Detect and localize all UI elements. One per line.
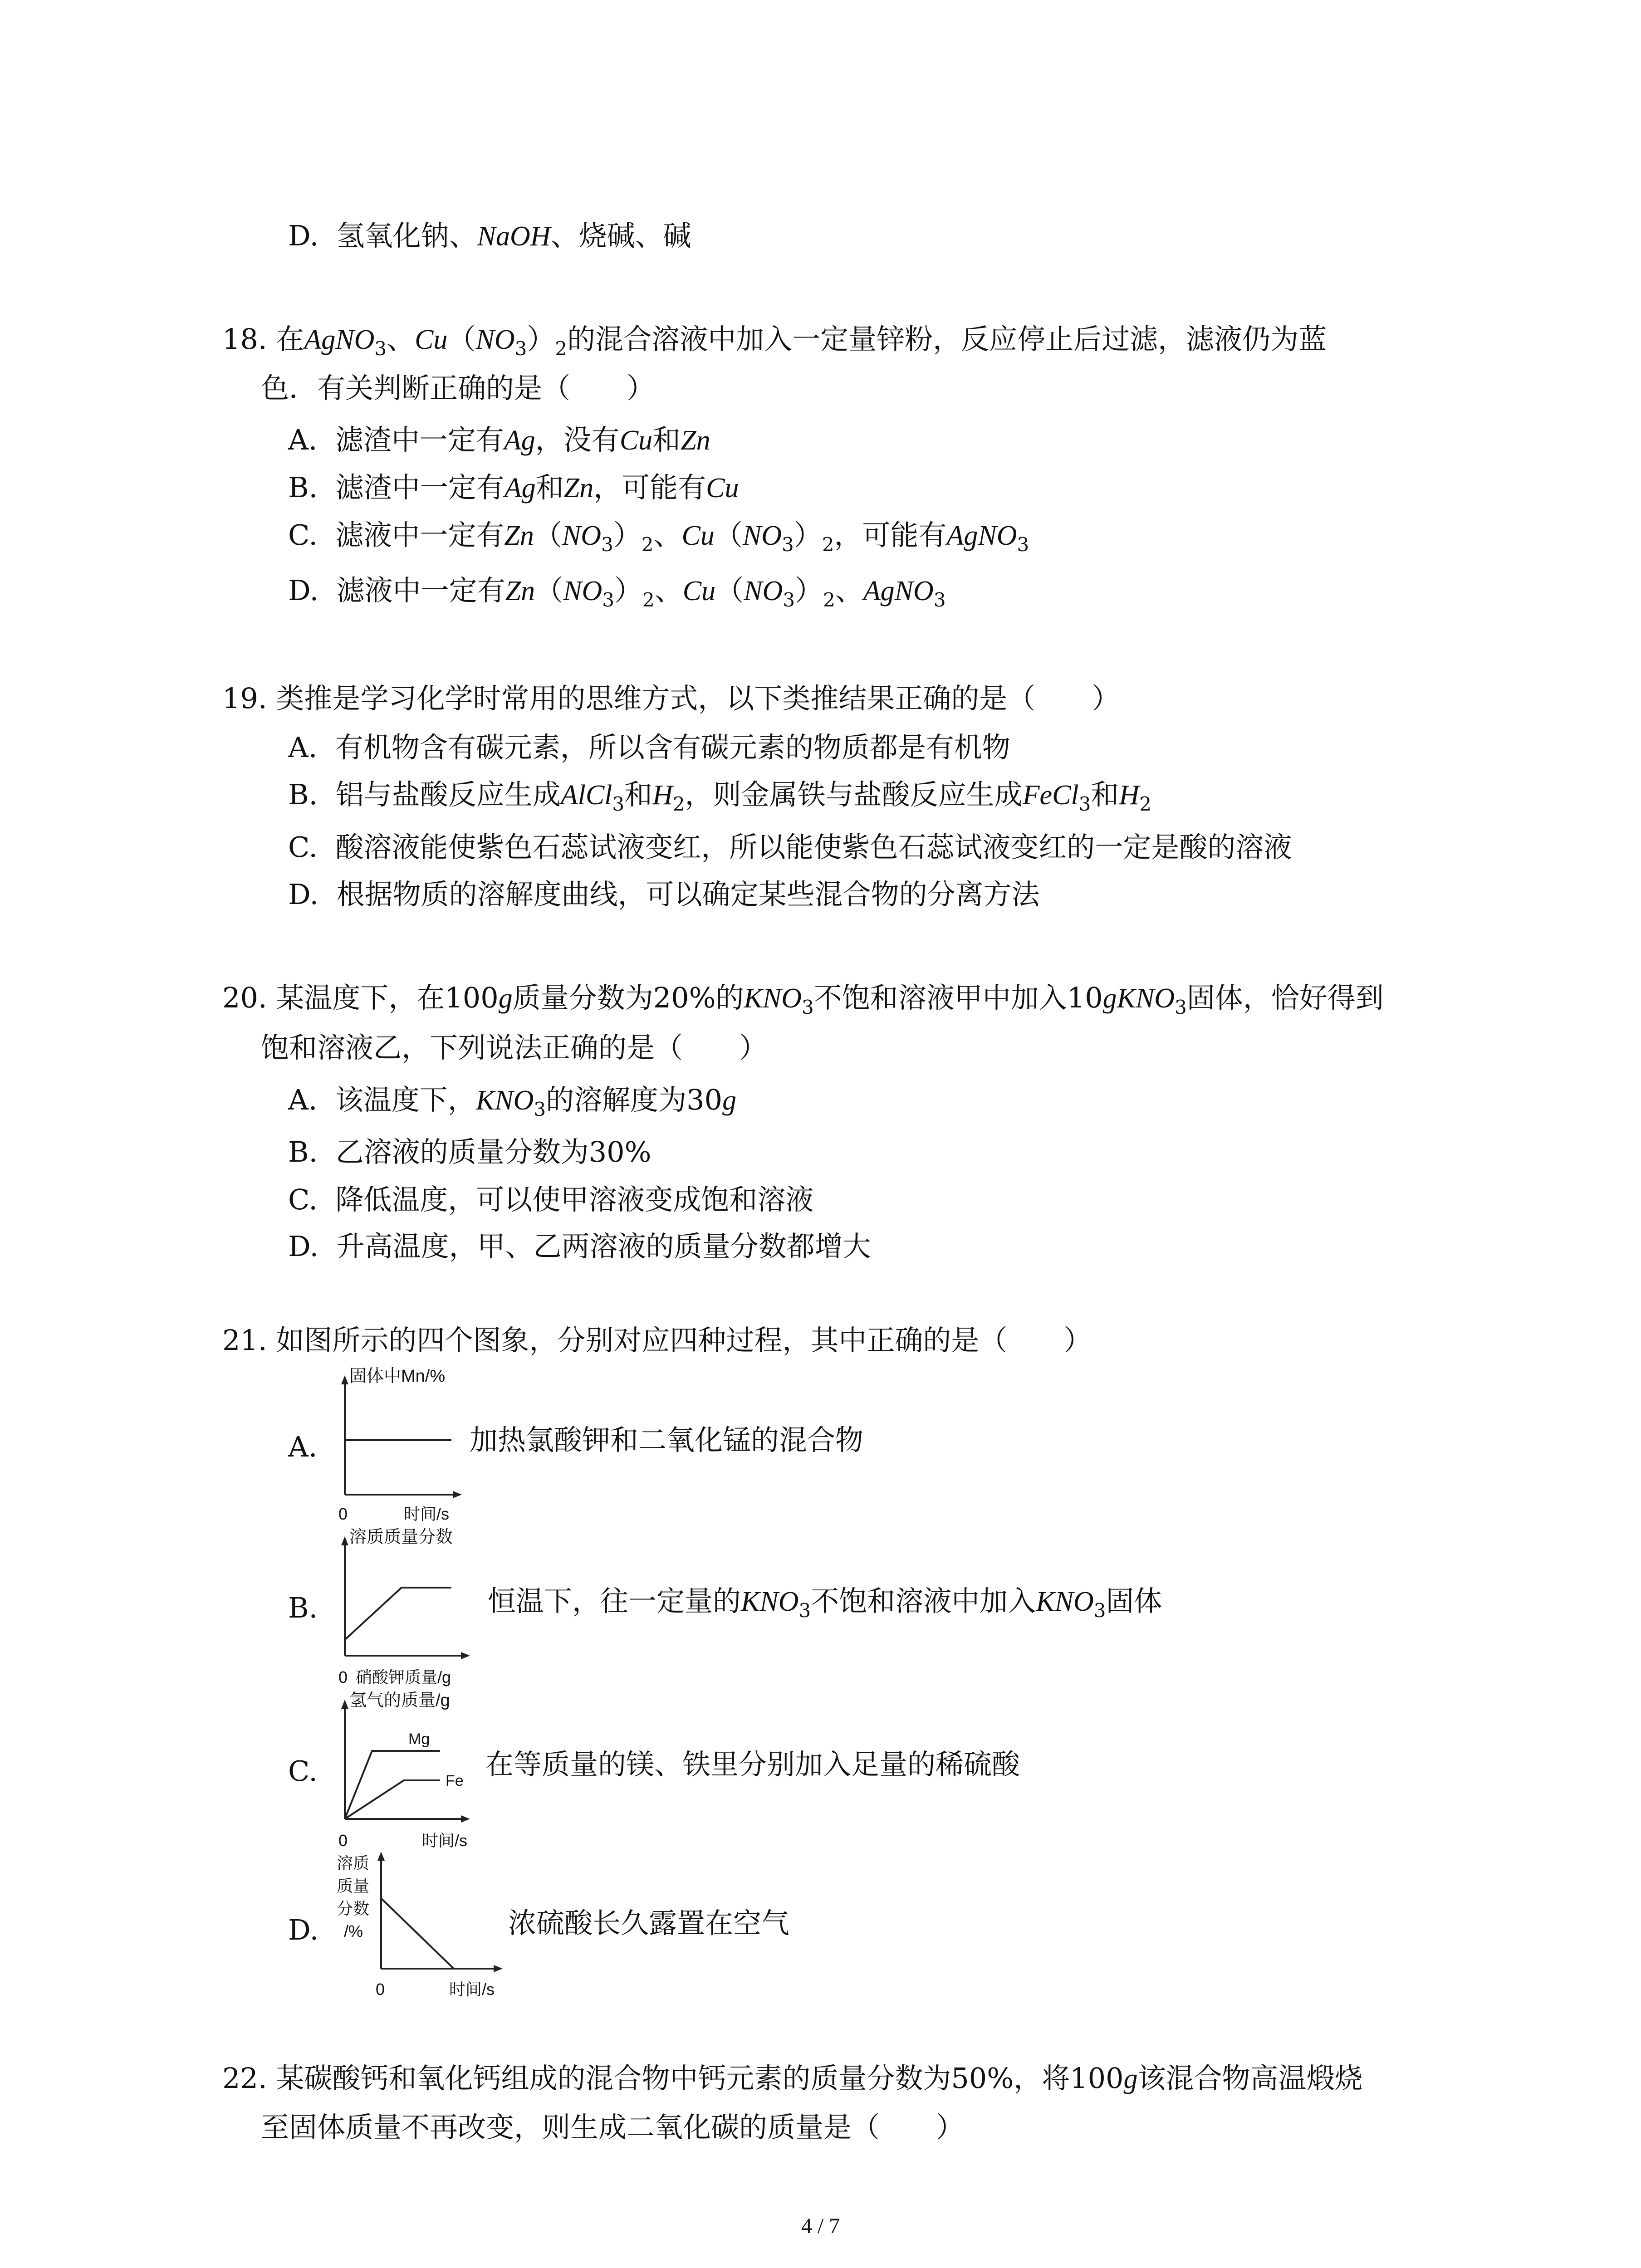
option-label: B. [288, 471, 318, 504]
question-number: 20. [222, 981, 267, 1014]
option-label: B. [288, 1135, 318, 1168]
option-label: B. [288, 778, 318, 811]
y-label: 氢气的质量/g [349, 1691, 450, 1710]
y-arrow [377, 1852, 385, 1861]
y-arrow [341, 1700, 348, 1709]
y-label-line2: 质量 [337, 1877, 370, 1895]
q20-stem-line2: 饱和溶液乙，下列说法正确的是（ ） [261, 1031, 768, 1064]
q21-graph-c [331, 1690, 481, 1853]
q20-option-c: C. 降低温度，可以使甲溶液变成饱和溶液 [288, 1183, 814, 1216]
option-label: D. [288, 878, 319, 911]
origin-label: 0 [338, 1505, 348, 1523]
option-label: C. [288, 518, 318, 552]
q17-option-d: D. 氢氧化钠、NaOH、烧碱、碱 [288, 219, 691, 252]
q19-option-d: D. 根据物质的溶解度曲线，可以确定某些混合物的分离方法 [288, 878, 1040, 911]
x-arrow [461, 1652, 470, 1659]
page-number: 4 / 7 [801, 2214, 840, 2238]
y-label: 固体中Mn/% [349, 1367, 446, 1386]
x-label: 硝酸钾质量/g [356, 1668, 451, 1686]
option-label: C. [288, 831, 318, 864]
q18-stem-line1: 18. 在AgNO$_3$、$Cu(NO_3)_2$的混合溶液中加入一定量锌粉，反应停止后过滤，滤液仍为蓝 [222, 321, 1327, 367]
q21-graph-a [331, 1365, 467, 1529]
q21-option-d-text: 浓硫酸长久露置在空气 [508, 1906, 790, 1940]
q21-option-a-text: 加热氯酸钾和二氧化锰的混合物 [470, 1423, 864, 1457]
q20-option-b: B. 乙溶液的质量分数为30% [288, 1135, 652, 1168]
q21-option-c-label: C. [288, 1755, 318, 1788]
q21-option-b-label: B. [288, 1591, 318, 1624]
q18-option-a: A. 滤渣中一定有Ag，没有Cu和Zn [288, 423, 710, 456]
series-mg-label: Mg [408, 1730, 430, 1748]
q21-option-d-label: D. [288, 1913, 319, 1946]
q22-stem-line1: 22. 某碳酸钙和氧化钙组成的混合物中钙元素的质量分数为50%，将100g该混合物高温煅烧 [222, 2060, 1363, 2097]
x-label: 时间/s [404, 1505, 450, 1523]
q21-option-c-text: 在等质量的镁、铁里分别加入足量的稀硫酸 [485, 1748, 1020, 1781]
q19-option-c: C. 酸溶液能使紫色石蕊试液变红，所以能使紫色石蕊试液变红的一定是酸的溶液 [288, 831, 1292, 864]
x-label: 时间/s [422, 1831, 468, 1850]
q21-graph-b [331, 1526, 481, 1690]
q21-option-b-text: 恒温下，往一定量的$KNO_3$不饱和溶液中加入$KNO_3$固体 [488, 1584, 1162, 1622]
y-label-line3: 分数 [337, 1899, 370, 1918]
q21-stem: 21. 如图所示的四个图象，分别对应四种过程，其中正确的是（ ） [222, 1322, 1092, 1359]
q18-stem-line2: 色．有关判断正确的是（ ） [261, 371, 655, 405]
option-label: D. [288, 574, 319, 607]
x-label: 时间/s [449, 1980, 495, 1999]
option-label: C. [288, 1183, 318, 1216]
data-line [381, 1898, 454, 1969]
data-line [345, 1588, 451, 1640]
question-number: 18. [222, 323, 267, 356]
q18-option-b: B. 滤渣中一定有Ag和Zn，可能有Cu [288, 471, 739, 504]
option-label: D. [288, 219, 319, 252]
series-fe-label: Fe [446, 1772, 464, 1789]
origin-label: 0 [338, 1668, 348, 1686]
x-arrow [461, 1815, 470, 1823]
x-arrow [494, 1965, 503, 1972]
q19-option-b: B. 铝与盐酸反应生成AlCl$_3$和$H_2$，则金属铁与盐酸反应生成FeCl$_3$和$H_2$ [288, 778, 1151, 815]
q20-option-a: A. 该温度下，$KNO_3$的溶解度为30g [288, 1083, 737, 1120]
y-label-line4: /% [344, 1922, 363, 1941]
series-fe-line [345, 1780, 440, 1819]
question-number: 22. [222, 2062, 267, 2095]
y-label: 溶质质量分数 [349, 1528, 453, 1547]
question-number: 21. [222, 1324, 267, 1357]
question-number: 19. [222, 682, 267, 715]
q18-option-c: C. 滤液中一定有$Zn(NO_3)_2$、$Cu(NO_3)_2$，可能有AgNO$_3$ [288, 518, 1029, 556]
q20-stem-line1: 20. 某温度下，在100g质量分数为20%的$KNO_3$不饱和溶液甲中加入10gKNO$_3$固体，恰好得到 [222, 980, 1384, 1026]
y-label-line1: 溶质 [337, 1854, 370, 1872]
origin-label: 0 [376, 1980, 385, 1999]
q19-option-a: A. 有机物含有碳元素，所以含有碳元素的物质都是有机物 [288, 731, 1010, 764]
y-arrow [341, 1536, 348, 1545]
x-arrow [453, 1491, 462, 1498]
q18-option-d: D. 滤液中一定有$Zn(NO_3)_2$、$Cu(NO_3)_2$、AgNO$_3$ [288, 574, 946, 611]
option-label: D. [288, 1230, 319, 1263]
option-label: A. [288, 731, 318, 764]
q22-stem-line2: 至固体质量不再改变，则生成二氧化碳的质量是（ ） [261, 2111, 965, 2144]
option-label: A. [288, 1083, 318, 1116]
q21-graph-d [331, 1851, 513, 2000]
q21-option-a-label: A. [288, 1430, 318, 1463]
q20-option-d: D. 升高温度，甲、乙两溶液的质量分数都增大 [288, 1230, 871, 1263]
y-arrow [341, 1375, 348, 1384]
option-label: A. [288, 423, 318, 456]
q19-stem: 19. 类推是学习化学时常用的思维方式，以下类推结果正确的是（ ） [222, 680, 1120, 717]
origin-label: 0 [338, 1831, 348, 1850]
